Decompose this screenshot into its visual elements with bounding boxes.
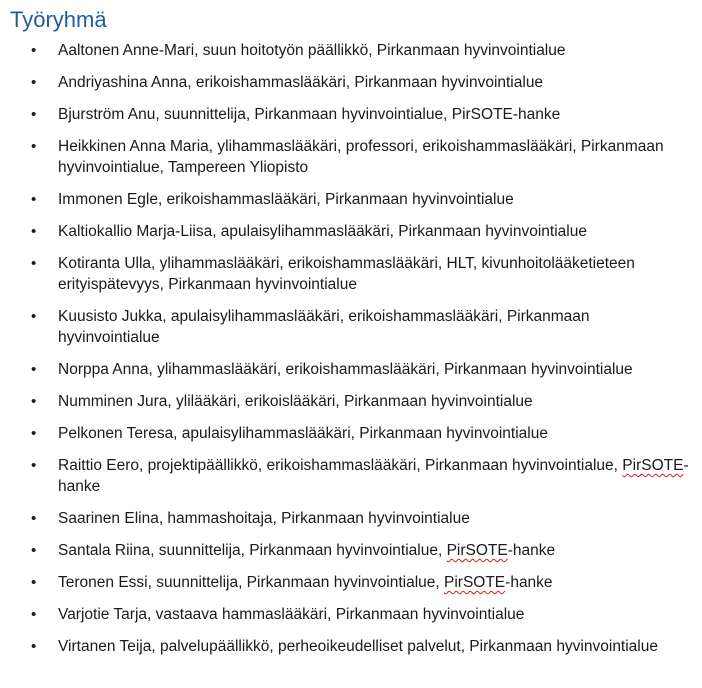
bullet-icon: • — [31, 106, 37, 123]
list-item — [0, 136, 702, 178]
bullet-icon: • — [31, 425, 37, 442]
list-item — [0, 455, 702, 497]
bullet-icon: • — [31, 457, 37, 474]
list-item — [0, 221, 702, 242]
bullet-icon: • — [31, 393, 37, 410]
bullet-icon: • — [31, 308, 37, 325]
member-text: Virtanen Teija, palvelupäällikkö, perheoikeudelliset palvelut, Pirkanmaan hyvinvointialue — [58, 638, 658, 655]
list-item — [0, 391, 702, 412]
member-text-end: -hanke — [505, 574, 553, 591]
member-text: Pelkonen Teresa, apulaisylihammaslääkäri, Pirkanmaan hyvinvointialue — [58, 425, 548, 442]
member-text: Kaltiokallio Marja-Liisa, apulaisylihammaslääkäri, Pirkanmaan hyvinvointialue — [58, 223, 587, 240]
member-text-start: Raittio Eero, projektipäällikkö, erikoishammaslääkäri, Pirkanmaan hyvinvointialue, — [58, 457, 623, 474]
list-item — [0, 423, 702, 444]
member-text: Varjotie Tarja, vastaava hammaslääkäri, Pirkanmaan hyvinvointialue — [58, 606, 525, 623]
list-item — [0, 508, 702, 529]
member-text: Numminen Jura, ylilääkäri, erikoislääkäri, Pirkanmaan hyvinvointialue — [58, 393, 533, 410]
member-text-start: Santala Riina, suunnittelija, Pirkanmaan hyvinvointialue, — [58, 542, 447, 559]
bullet-icon: • — [31, 574, 37, 591]
bullet-icon: • — [31, 191, 37, 208]
bullet-icon: • — [31, 255, 37, 272]
member-text: Andriyashina Anna, erikoishammaslääkäri, Pirkanmaan hyvinvointialue — [58, 74, 544, 91]
bullet-icon: • — [31, 361, 37, 378]
member-text-end: -hanke — [507, 542, 556, 559]
list-item — [0, 540, 702, 561]
member-text: Bjurström Anu, suunnittelija, Pirkanmaan hyvinvointialue, PirSOTE-hanke — [58, 106, 561, 123]
list-item — [0, 572, 702, 593]
working-group-list — [0, 40, 702, 668]
bullet-icon: • — [31, 223, 37, 240]
member-text: Immonen Egle, erikoishammaslääkäri, Pirkanmaan hyvinvointialue — [58, 191, 514, 208]
bullet-icon: • — [31, 606, 37, 623]
member-text-end: -hanke — [58, 457, 689, 495]
member-text: Saarinen Elina, hammashoitaja, Pirkanmaan hyvinvointialue — [58, 510, 470, 527]
spellcheck-flagged-word: PirSOTE — [446, 542, 508, 559]
member-text: Aaltonen Anne-Mari, suun hoitotyön päällikkö, Pirkanmaan hyvinvointialue — [58, 42, 566, 59]
bullet-icon: • — [31, 74, 37, 91]
member-text: Kotiranta Ulla, ylihammaslääkäri, erikoishammaslääkäri, HLT, kivunhoitolääketieteen erityispätevyys, Pirkanmaan hyvinvointialue — [58, 255, 635, 293]
bullet-icon: • — [31, 42, 37, 59]
spellcheck-flagged-word: PirSOTE — [622, 457, 684, 474]
list-item — [0, 104, 702, 125]
list-item — [0, 253, 702, 295]
list-item — [0, 636, 702, 657]
spellcheck-flagged-word: PirSOTE — [444, 574, 506, 591]
bullet-icon: • — [31, 542, 37, 559]
member-text-start: Teronen Essi, suunnittelija, Pirkanmaan hyvinvointialue, — [58, 574, 444, 591]
list-item — [0, 359, 702, 380]
member-text: Kuusisto Jukka, apulaisylihammaslääkäri, erikoishammaslääkäri, Pirkanmaan hyvinvointialue — [58, 308, 590, 346]
bullet-icon: • — [31, 138, 37, 155]
page-title: Työryhmä — [10, 7, 107, 32]
list-item — [0, 189, 702, 210]
member-text: Heikkinen Anna Maria, ylihammaslääkäri, professori, erikoishammaslääkäri, Pirkanmaan hyvinvointialue, Tampereen Yliopisto — [58, 138, 664, 176]
bullet-icon: • — [31, 638, 37, 655]
list-item — [0, 72, 702, 93]
member-text: Norppa Anna, ylihammaslääkäri, erikoishammaslääkäri, Pirkanmaan hyvinvointialue — [58, 361, 633, 378]
list-item — [0, 604, 702, 625]
list-item — [0, 306, 702, 348]
bullet-icon: • — [31, 510, 37, 527]
list-item — [0, 40, 702, 61]
